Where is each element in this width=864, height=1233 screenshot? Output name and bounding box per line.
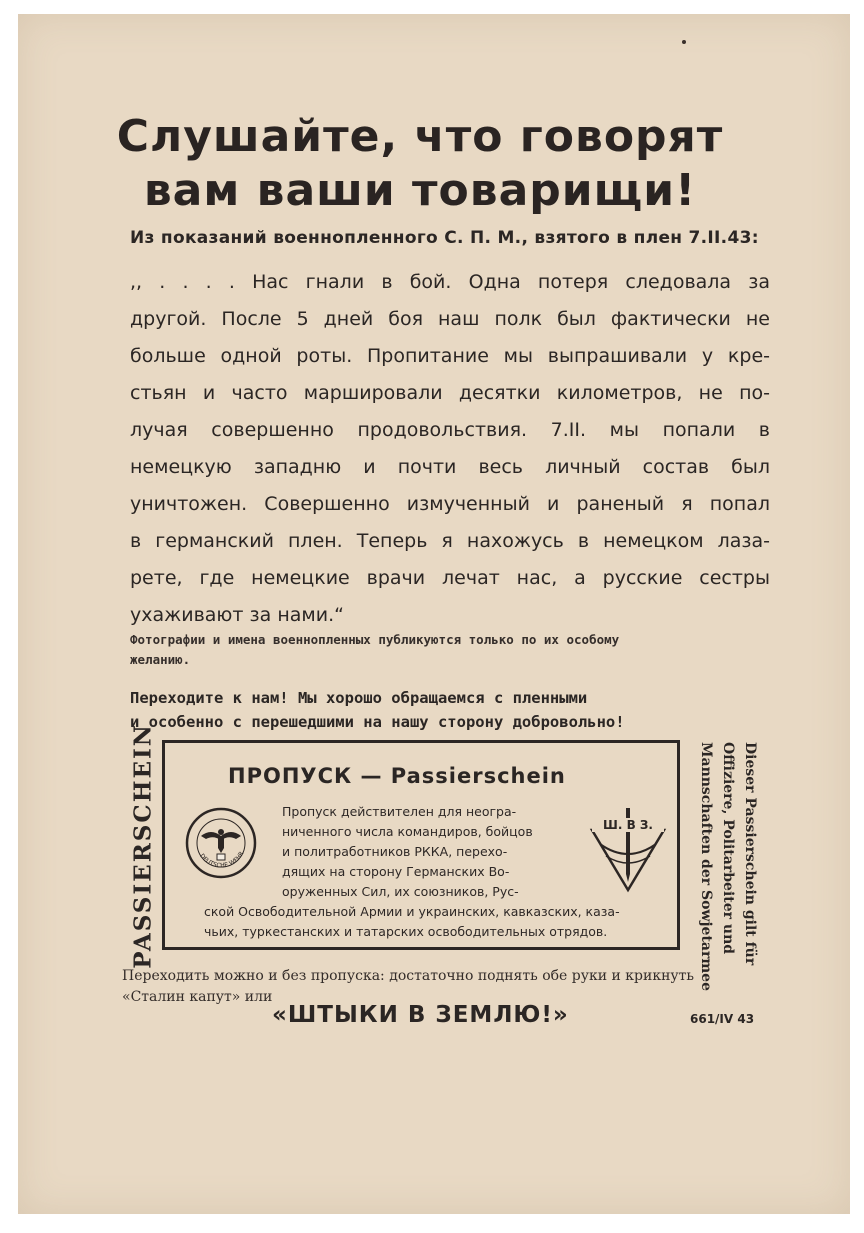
headline-line-2: вам ваши товарищи! [143, 165, 697, 216]
footer-line: «Сталин капут» или [122, 989, 273, 1005]
note-line: Фотографии и имена военнопленных публикуются только по их особому [130, 632, 620, 647]
pass-line: и политработников РККА, перехо- [282, 844, 508, 859]
pass-line: ниченного числа командиров, бойцов [282, 824, 533, 839]
quote-line: ,, . . . . Нас гнали в бой. Одна потеря следовала за [130, 271, 770, 293]
print-code: 661/IV 43 [690, 1012, 755, 1026]
quote-line: уничтожен. Совершенно измученный и раненый я попал [130, 493, 770, 515]
footer-line: Переходить можно и без пропуска: достаточно поднять обе руки и крикнуть [122, 968, 695, 984]
quote-line: больше одной роты. Пропитание мы выпрашивали у кре- [130, 345, 770, 367]
quote-line: рете, где немецкие врачи лечат нас, а русские сестры [130, 567, 770, 589]
pass-line: дящих на сторону Германских Во- [282, 864, 510, 879]
pass-line: Пропуск действителен для неогра- [282, 804, 517, 819]
testimony-intro: Из показаний военнопленного С. П. М., взятого в плен 7.II.43: [130, 228, 759, 248]
quote-line: в германский плен. Теперь я нахожусь в немецком лаза- [130, 530, 770, 552]
appeal-line: Переходите к нам! Мы хорошо обращаемся с пленными [130, 689, 588, 707]
quote-line: лучая совершенно продовольствия. 7.II. мы попали в [130, 419, 770, 441]
passierschein-side-text: PASSIERSCHEIN [129, 723, 157, 969]
note-line: желанию. [130, 652, 191, 667]
quote-line: ухаживают за нами.“ [130, 604, 344, 626]
emblem-right-text: Ш. В З. [603, 818, 653, 832]
appeal-text [130, 686, 770, 734]
ink-speck [682, 40, 686, 44]
german-note-line: Dieser Passierschein gilt für [742, 742, 758, 966]
quote-line: другой. После 5 дней боя наш полк был фактически не [130, 308, 770, 330]
testimony-quote [130, 264, 770, 634]
passierschein-side-label [128, 723, 158, 969]
quote-line: стьян и часто маршировали десятки километров, не по- [130, 382, 770, 404]
pass-line: оруженных Сил, их союзников, Рус- [282, 884, 519, 899]
slogan: «ШТЫКИ В ЗЕМЛЮ!» [272, 1002, 569, 1028]
appeal-line: и особенно с перешедшими на нашу сторону добровольно! [130, 713, 625, 731]
quote-line: немецкую западню и почти весь личный состав был [130, 456, 770, 478]
shvz-emblem-icon [586, 804, 670, 894]
german-side-note [692, 742, 764, 991]
pass-line: чьих, туркестанских и татарских освободительных отрядов. [204, 924, 608, 939]
photo-note [130, 630, 770, 670]
german-note-line: Mannschaften der Sowjetarmee [698, 742, 714, 991]
headline-line-1: Слушайте, что говорят [116, 111, 724, 162]
pass-line: ской Освободительной Армии и украинских, кавказских, каза- [204, 904, 620, 919]
emblem-left-text: DEUTSCHE WEHR [198, 850, 246, 870]
pass-title: ПРОПУСК — Passierschein [228, 764, 566, 788]
german-note-line: Offiziere, Politarbeiter und [720, 742, 736, 955]
